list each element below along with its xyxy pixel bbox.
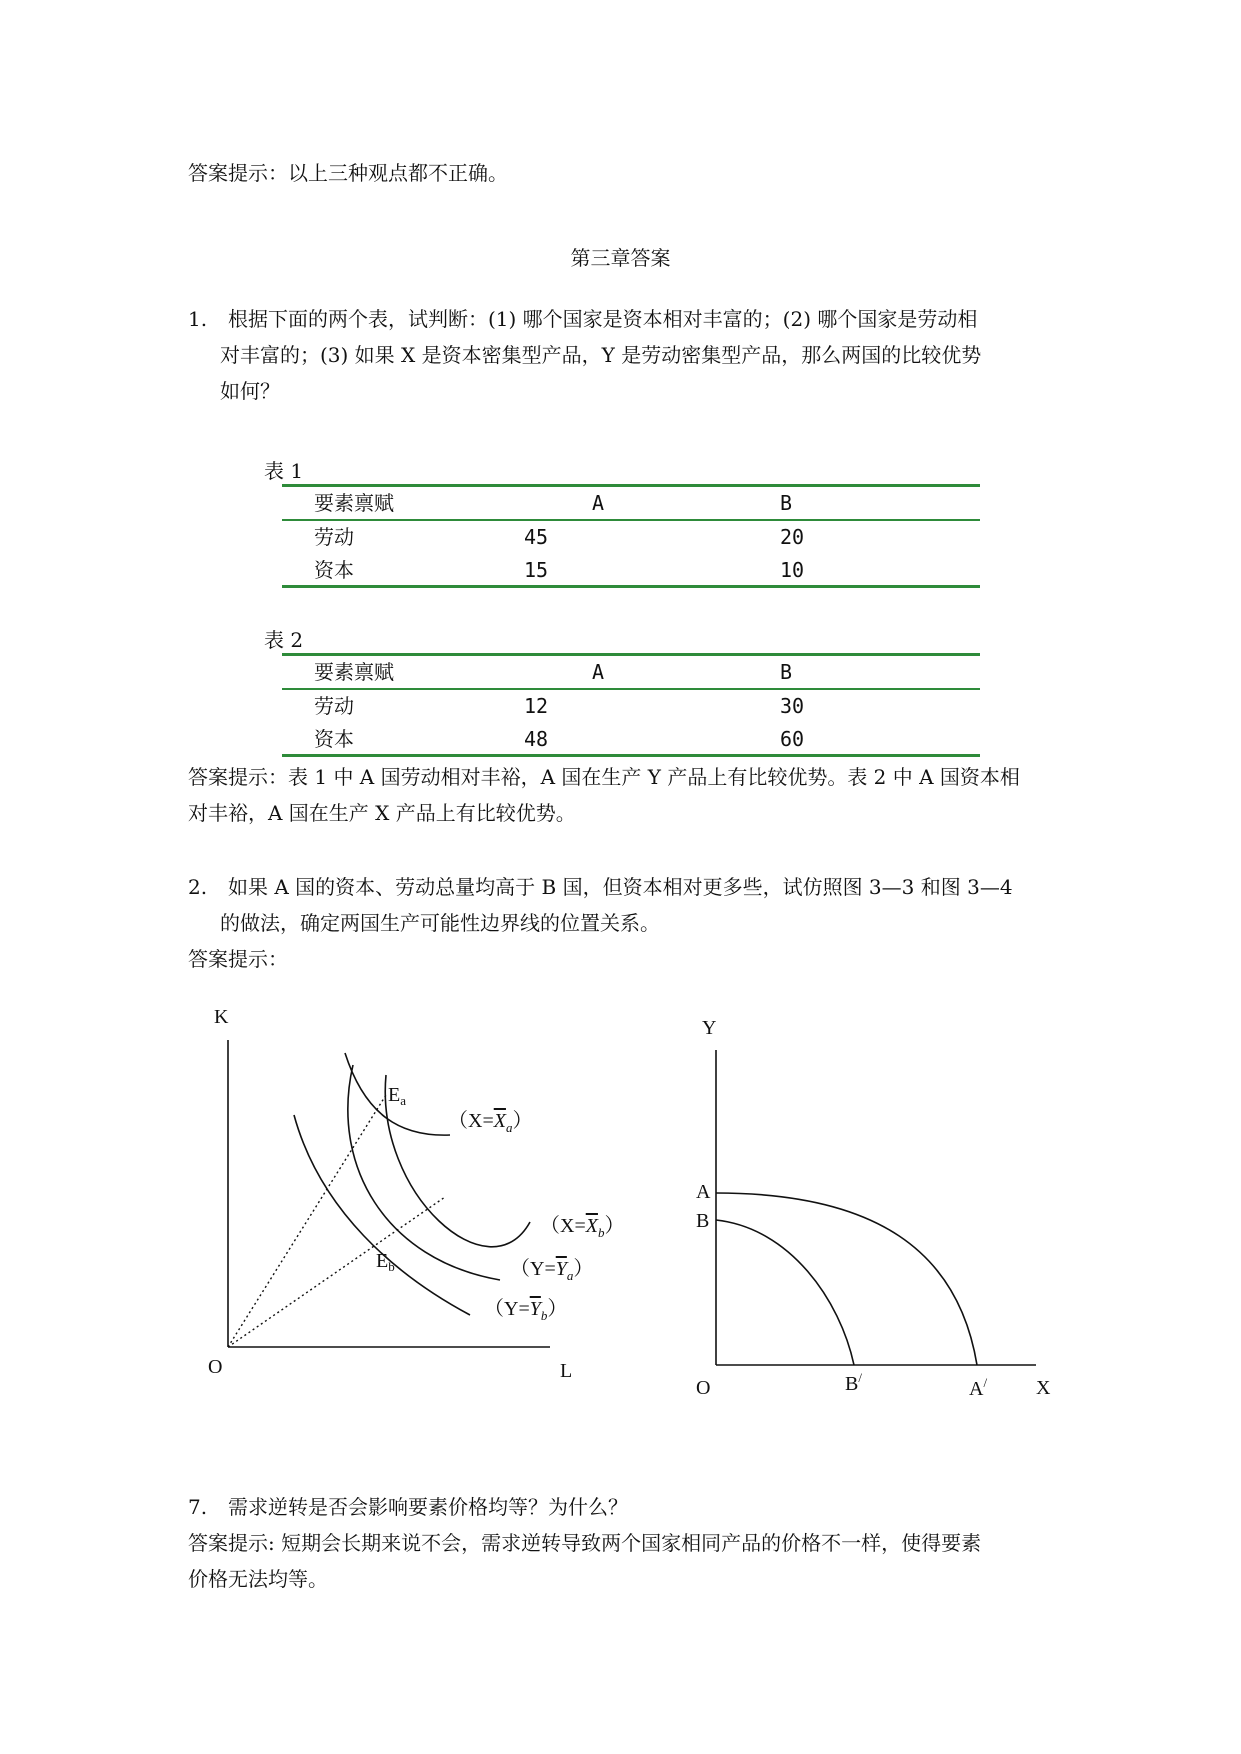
intercept-a-label: A — [696, 1181, 711, 1203]
curve-label-xb: $(X=X_b)$ — [540, 1215, 625, 1240]
curve-label-yb: $(Y=Y_b)$ — [484, 1298, 568, 1323]
answer-text-line: 答案提示: 短期会长期来说不会，需求逆转导致两个国家相同产品的价格不一样，使得要素 — [188, 1531, 982, 1555]
table-cell: 劳动 — [314, 694, 354, 718]
question-number: 7. — [188, 1495, 208, 1519]
table-cell: 劳动 — [314, 525, 354, 549]
point-eb-label: $E_b$ — [376, 1250, 395, 1274]
answer-text-line: 答案提示：表 1 中 A 国劳动相对丰裕，A 国在生产 Y 产品上有比较优势。表 2 中 A 国资本相 — [188, 765, 1020, 789]
point-ea-label: $E_a$ — [388, 1084, 406, 1108]
table-cell: 48 — [524, 727, 549, 751]
table-2 — [282, 653, 980, 757]
table-cell: 12 — [524, 694, 549, 718]
y-axis-label: Y — [702, 1017, 717, 1039]
curve-label-xa: $(X=X_a)$ — [448, 1110, 533, 1135]
isoquant-xb — [385, 1075, 533, 1247]
table-header: B — [780, 660, 793, 684]
table-header-rule — [282, 688, 980, 690]
intercept-a-prime-label: A/ — [969, 1375, 988, 1400]
chapter-title: 第三章答案 — [570, 246, 671, 270]
question-number: 2. — [188, 875, 208, 899]
answer-text-line: 对丰裕，A 国在生产 X 产品上有比较优势。 — [188, 801, 576, 825]
origin-label: O — [696, 1377, 711, 1399]
intercept-b-prime-label: B/ — [845, 1370, 862, 1395]
question-text-line: 对丰富的；(3) 如果 X 是资本密集型产品，Y 是劳动密集型产品，那么两国的比较优势 — [220, 343, 982, 367]
table-cell: 10 — [780, 558, 805, 582]
table-header: A — [592, 660, 605, 684]
answer-hint-label: 答案提示： — [188, 947, 288, 971]
question-text-line: 如果 A 国的资本、劳动总量均高于 B 国，但资本相对更多些，试仿照图 3—3 和图 3—4 — [228, 875, 1013, 899]
question-text-line: 的做法，确定两国生产可能性边界线的位置关系。 — [220, 911, 660, 935]
expansion-ray-a — [228, 1095, 386, 1347]
table-bottom-rule — [282, 754, 980, 757]
table-header: 要素禀赋 — [314, 660, 394, 684]
intercept-b-label: B — [696, 1210, 710, 1232]
table-header: B — [780, 491, 793, 515]
question-number: 1. — [188, 307, 208, 331]
table-cell: 资本 — [314, 727, 354, 751]
question-text-line: 需求逆转是否会影响要素价格均等？为什么？ — [228, 1495, 628, 1519]
table-cell: 45 — [524, 525, 549, 549]
table-cell: 30 — [780, 694, 805, 718]
ppf-diagram — [680, 1010, 1080, 1410]
origin-label: O — [208, 1356, 223, 1378]
k-axis-label: K — [214, 1006, 229, 1028]
table-header: A — [592, 491, 605, 515]
table-cell: 资本 — [314, 558, 354, 582]
l-axis-label: L — [560, 1360, 573, 1382]
intro-hint: 答案提示：以上三种观点都不正确。 — [188, 161, 508, 185]
table-1-caption: 表 1 — [264, 459, 304, 483]
question-text-line: 根据下面的两个表，试判断：(1) 哪个国家是资本相对丰富的；(2) 哪个国家是劳动相 — [228, 307, 978, 331]
isoquant-diagram — [190, 995, 650, 1395]
table-2-caption: 表 2 — [264, 628, 304, 652]
table-1 — [282, 484, 980, 588]
table-cell: 15 — [524, 558, 549, 582]
table-header: 要素禀赋 — [314, 491, 394, 515]
table-cell: 60 — [780, 727, 805, 751]
curve-label-ya: $(Y=Y_a)$ — [510, 1258, 594, 1283]
ppf-country-b — [716, 1220, 854, 1365]
table-cell: 20 — [780, 525, 805, 549]
expansion-ray-b — [228, 1197, 445, 1347]
x-axis-label: X — [1036, 1377, 1051, 1399]
question-text-line: 如何？ — [220, 379, 280, 403]
table-bottom-rule — [282, 585, 980, 588]
answer-text-line: 价格无法均等。 — [188, 1567, 328, 1591]
table-header-rule — [282, 519, 980, 521]
isoquant-yb — [294, 1115, 470, 1315]
isoquant-ya — [348, 1065, 500, 1280]
